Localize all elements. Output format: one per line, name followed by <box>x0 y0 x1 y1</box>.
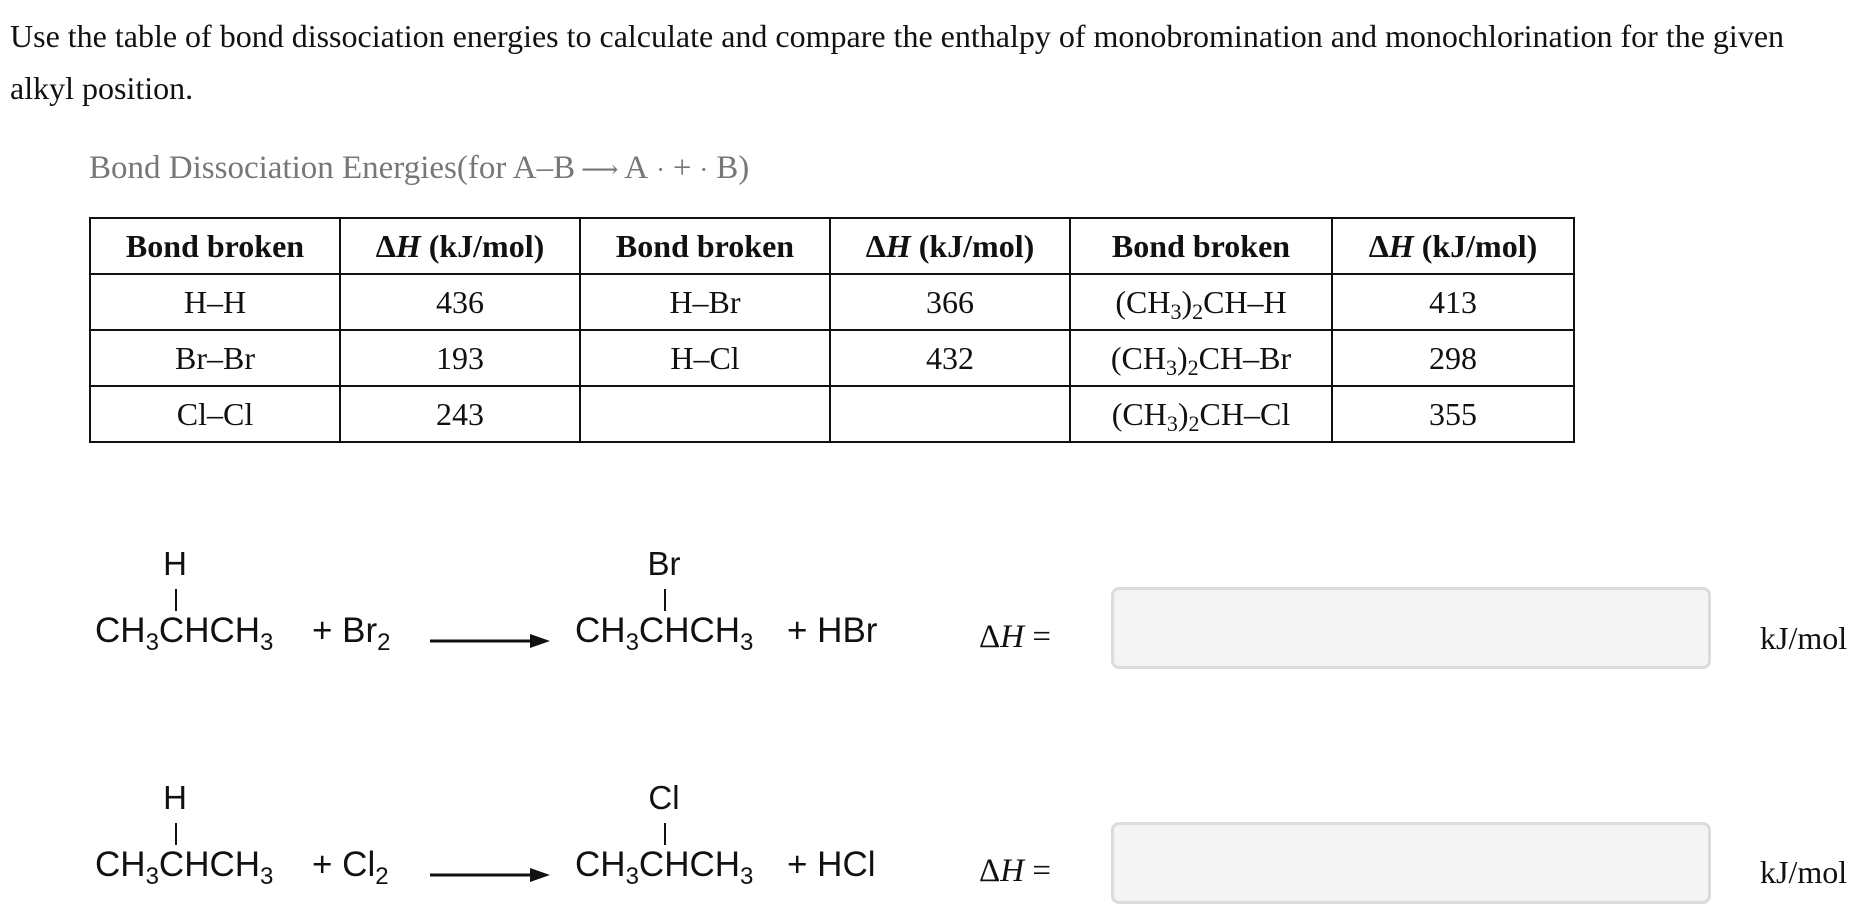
header-delta-h-2: ΔH (kJ/mol) <box>830 218 1070 274</box>
header-bond-broken-3: Bond broken <box>1070 218 1332 274</box>
bond-cell: $(CH_3)_2CH-Br$ <box>1070 330 1332 386</box>
header-bond-broken-1: Bond broken <box>90 218 340 274</box>
product-formula: $CH_3CHCH_3$ <box>575 611 754 656</box>
header-delta-h-3: ΔH (kJ/mol) <box>1332 218 1574 274</box>
energy-cell: 436 <box>340 274 580 330</box>
reactant-formula: $CH_3CHCH_3$ <box>95 611 274 656</box>
reactant-bond-line <box>175 823 177 845</box>
energy-cell: 366 <box>830 274 1070 330</box>
reagent: + $Cl_2$ <box>312 845 389 890</box>
reaction-arrow-icon <box>430 865 550 885</box>
reactant-substituent: H <box>163 779 187 816</box>
energy-cell: 298 <box>1332 330 1574 386</box>
energy-cell <box>830 386 1070 442</box>
energy-cell: 355 <box>1332 386 1574 442</box>
bond-energy-table <box>89 217 1575 443</box>
header-bond-broken-2: Bond broken <box>580 218 830 274</box>
caption-prefix: Bond Dissociation Energies(for A–B <box>89 150 576 186</box>
energy-cell: 243 <box>340 386 580 442</box>
reactant-bond-line <box>175 589 177 611</box>
byproduct: + HCl <box>787 845 876 884</box>
product-substituent: Cl <box>648 779 680 816</box>
unit-label-1: kJ/mol <box>1760 620 1848 656</box>
caption-arrow: ⟶ <box>581 155 619 184</box>
bond-cell: Br–Br <box>90 330 340 386</box>
chlorination-enthalpy-input[interactable] <box>1111 822 1711 904</box>
reagent: + $Br_2$ <box>312 611 391 656</box>
reactant-substituent: H <box>163 545 187 582</box>
table-header-row <box>90 218 1574 274</box>
bromination-enthalpy-input[interactable] <box>1111 587 1711 669</box>
caption-b: B) <box>716 150 750 186</box>
caption-a: A <box>624 150 649 186</box>
question-text: Use the table of bond dissociation energies to calculate and compare the enthalpy of monobromination and monochlorination for the given alkyl position. <box>10 18 1785 106</box>
bond-cell: H–Cl <box>580 330 830 386</box>
bond-cell: $(CH_3)_2CH-Cl$ <box>1070 386 1332 442</box>
delta-h-label-2: ΔH = <box>979 853 1051 889</box>
product-bond-line <box>664 589 666 611</box>
bond-cell: H–H <box>90 274 340 330</box>
caption-dot-2: · <box>699 155 709 184</box>
product-substituent: Br <box>647 545 681 582</box>
unit-label-2: kJ/mol <box>1760 854 1848 890</box>
header-delta-h-1: ΔH (kJ/mol) <box>340 218 580 274</box>
bond-cell: H–Br <box>580 274 830 330</box>
delta-h-label-1: ΔH = <box>979 619 1051 655</box>
bond-cell: Cl–Cl <box>90 386 340 442</box>
reaction-arrow-icon <box>430 631 550 651</box>
table-caption <box>89 150 749 187</box>
table-row <box>90 386 1574 442</box>
energy-cell: 413 <box>1332 274 1574 330</box>
energy-cell: 432 <box>830 330 1070 386</box>
table-row <box>90 274 1574 330</box>
byproduct: + HBr <box>787 611 878 650</box>
bond-cell: $(CH_3)_2CH-H$ <box>1070 274 1332 330</box>
caption-dot-1: · <box>656 155 665 184</box>
product-formula: $CH_3CHCH_3$ <box>575 845 754 890</box>
caption-plus: + <box>672 150 692 186</box>
energy-cell: 193 <box>340 330 580 386</box>
table-row <box>90 330 1574 386</box>
bond-cell <box>580 386 830 442</box>
reactant-formula: $CH_3CHCH_3$ <box>95 845 274 890</box>
product-bond-line <box>664 823 666 845</box>
